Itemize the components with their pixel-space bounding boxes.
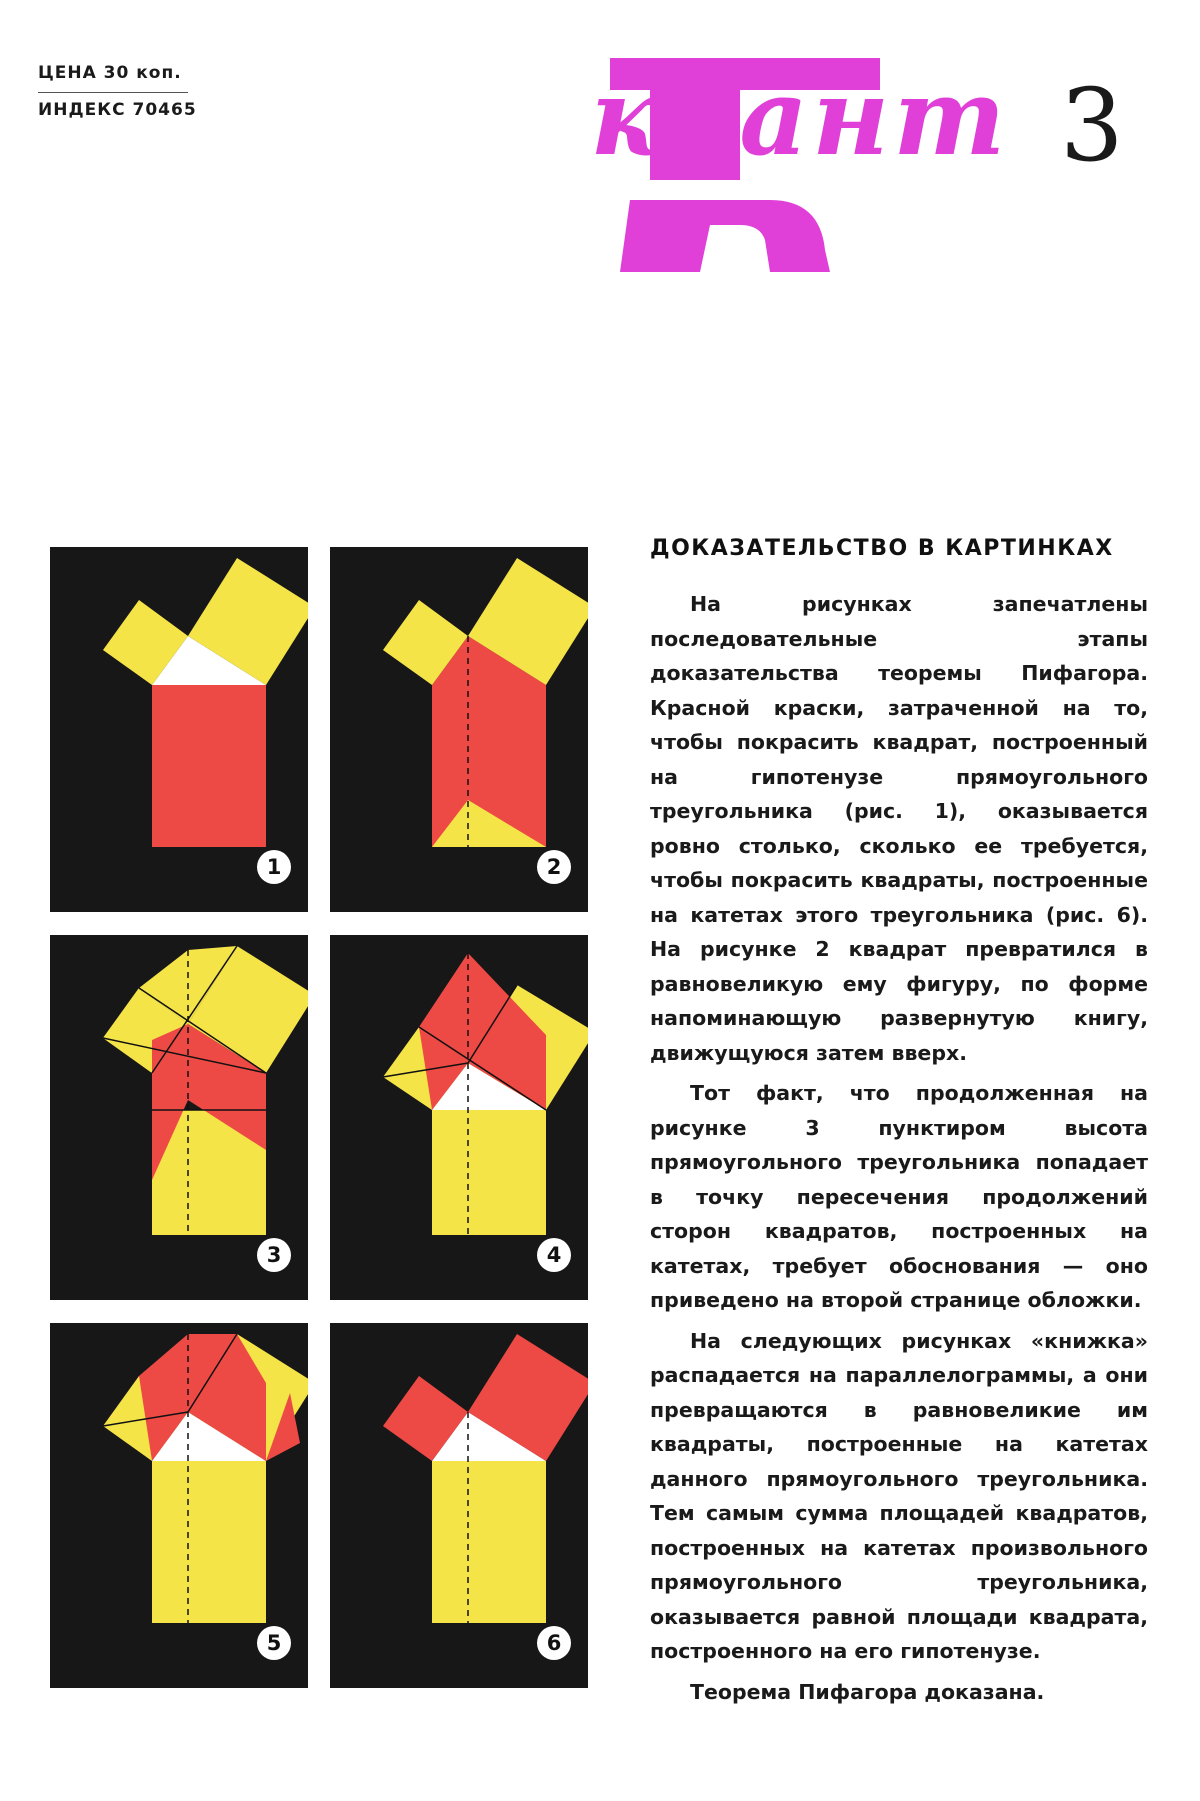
article-conclusion: Теорема Пифагора доказана. [690,1679,1045,1704]
figure-number-badge: 6 [537,1626,571,1660]
figure-panel-5 [50,1323,308,1688]
figure-number-badge: 4 [537,1238,571,1272]
logo-wordmark: квант [590,54,1010,179]
figure-number-badge: 2 [537,850,571,884]
figure-panel-2 [330,547,588,912]
figure-panel-4 [330,935,588,1300]
article-paragraph: На следующих рисунках «книжка» распадается на параллелограммы, а они превращаются в равновеликие им квадраты, построенные на катетах данного прямоугольного треугольника. Тем самым сумма площадей квадратов, построенных на катетах произвольного прямоугольного треугольника, оказывается равной площади квадрата, построенного на его гипотенузе. [650,1328,1148,1663]
price-block [38,62,197,121]
figure-panel-6 [330,1323,588,1688]
issue-number: 3 [1060,67,1124,184]
figure-number-badge: 3 [257,1238,291,1272]
figure-panel-1 [50,547,308,912]
figure-panel-3 [50,935,308,1300]
price-divider [38,92,188,93]
article-paragraph: Тот факт, что продолженная на рисунке 3 пунктиром высота прямоугольного треугольника попадает в точку пересечения продолжений сторон квадратов, построенных на катетах, требует обоснования — оно приведено на второй странице обложки. [650,1081,1148,1312]
price-label: ЦЕНА 30 коп. [38,63,182,83]
article-heading: ДОКАЗАТЕЛЬСТВО В КАРТИНКАХ [650,536,1114,561]
figure-number-badge: 1 [257,850,291,884]
article-paragraph: На рисунках запечатлены последовательные этапы доказательства теоремы Пифагора. Красной краски, затраченной на то, чтобы покрасить квадрат, построенный на гипотенузе прямоугольного треугольника (рис. 1), оказывается ровно столько, сколько ее требуется, чтобы покрасить квадраты, построенные на катетах этого треугольника (рис. 6). На рисунке 2 квадрат превратился в равновеликую ему фигуру, по форме напоминающую развернутую книгу, движущуюся затем вверх. [650,592,1148,1065]
figure-number-badge: 5 [257,1626,291,1660]
article [650,536,1148,1709]
index-label: ИНДЕКС 70465 [38,100,197,120]
